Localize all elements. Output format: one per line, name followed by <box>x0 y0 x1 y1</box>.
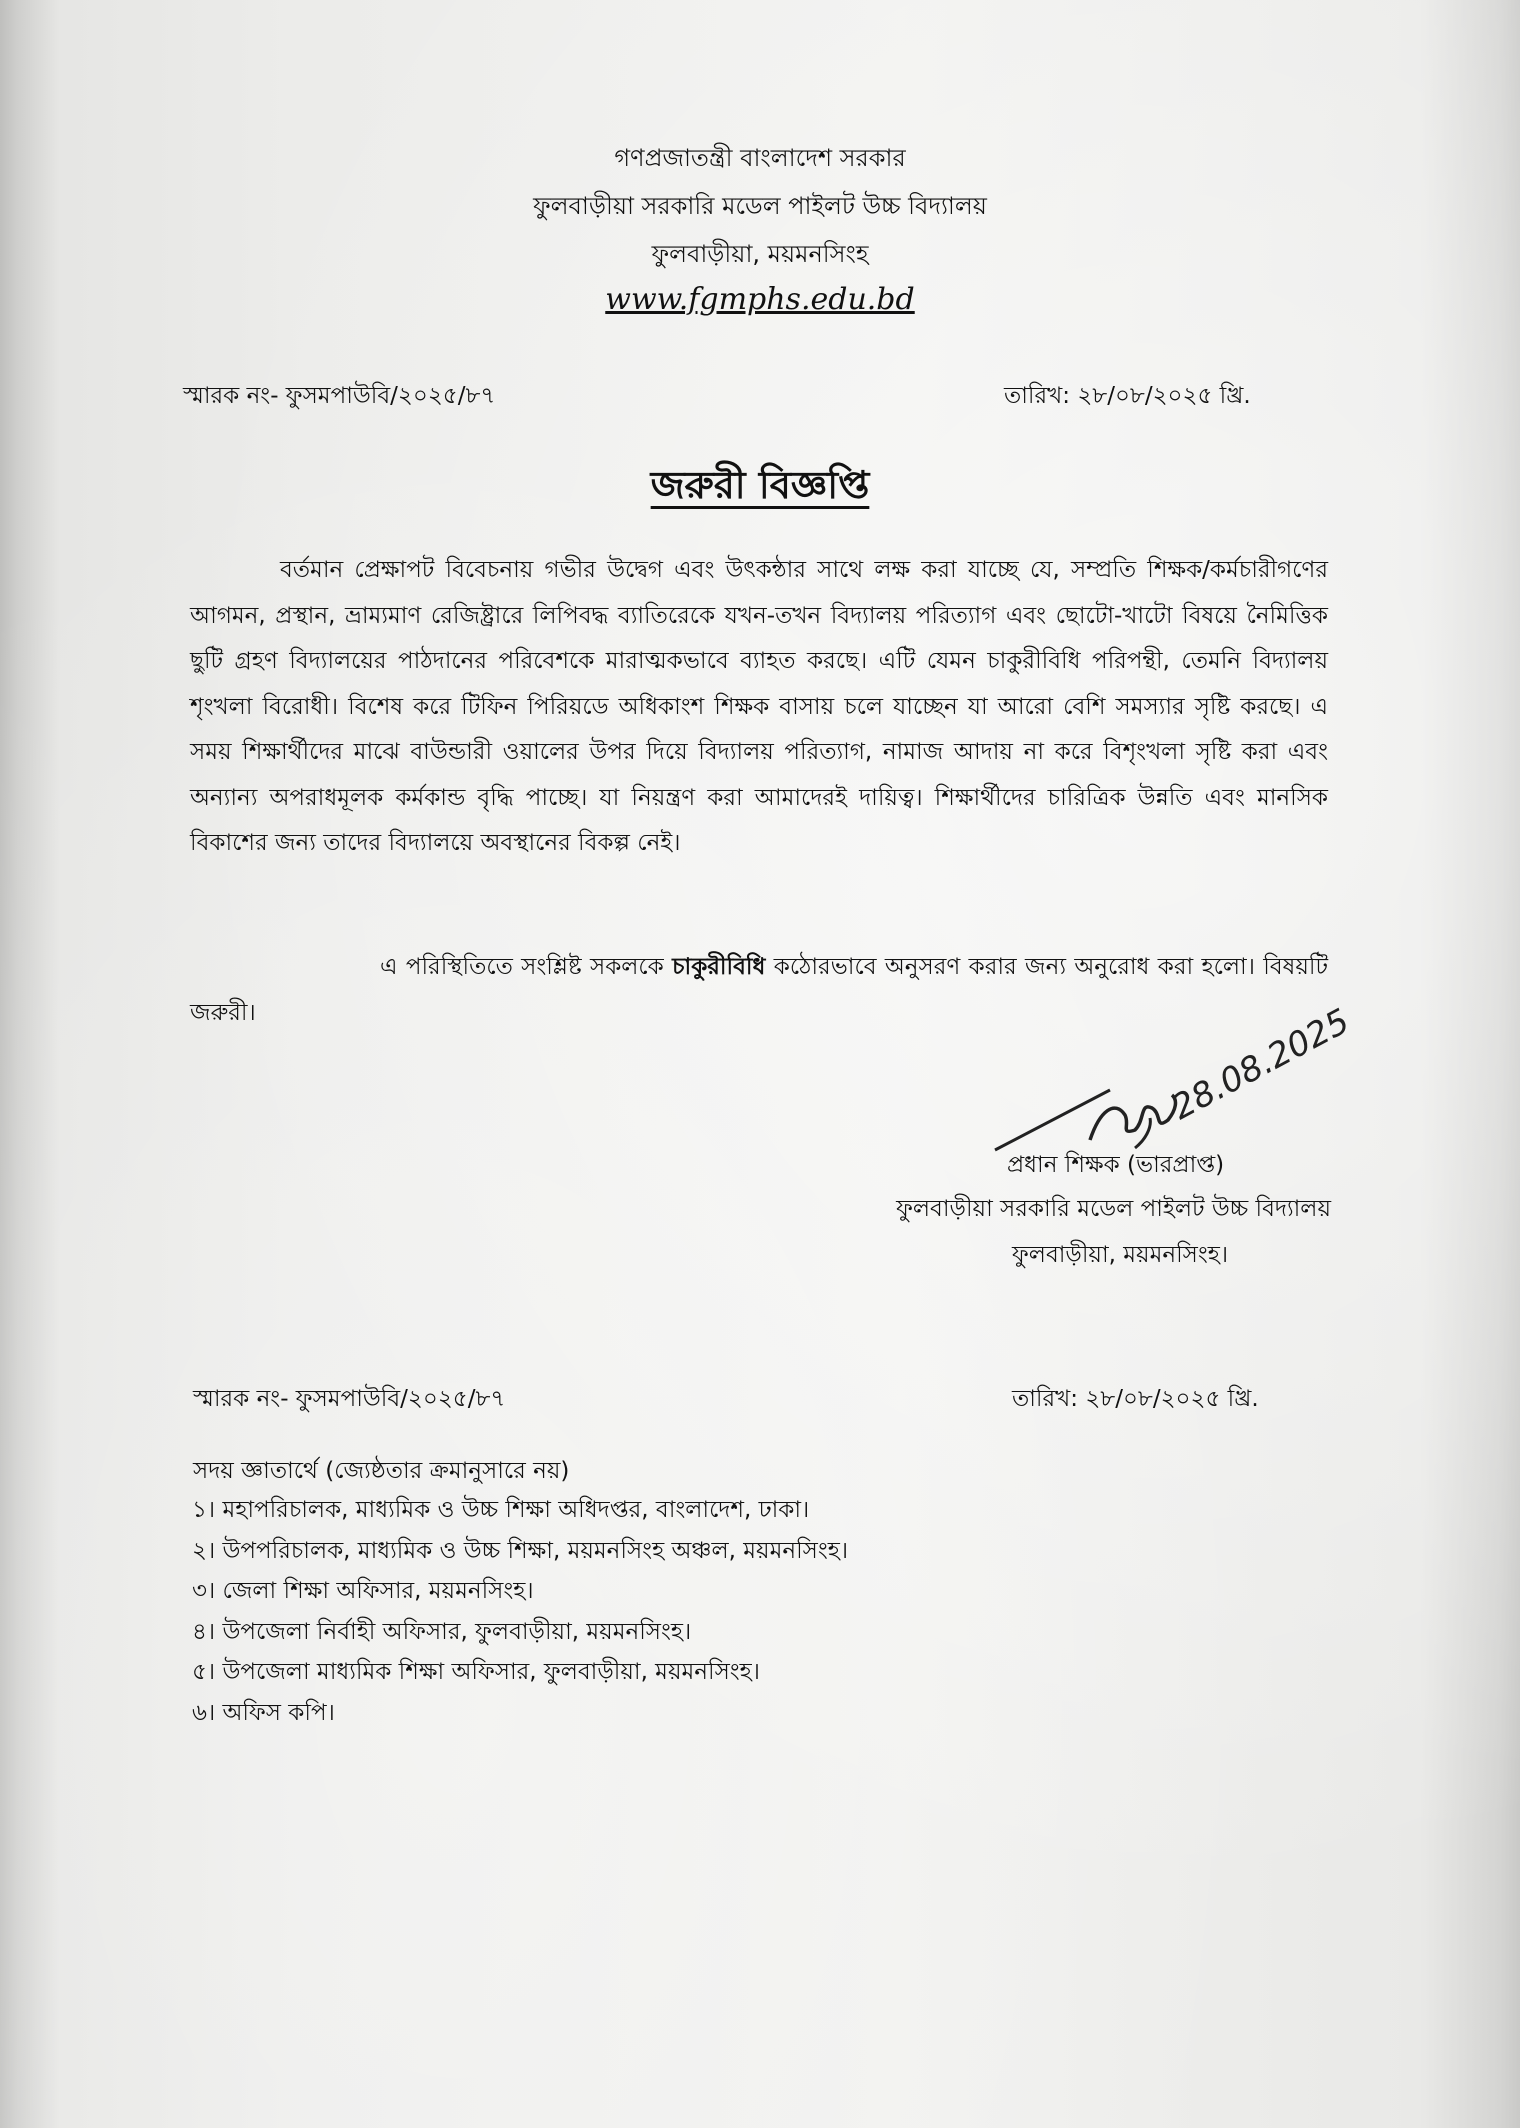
memo-date-copy: তারিখ: ২৮/০৮/২০২৫ খ্রি. <box>1012 1386 1259 1412</box>
header-school-name: ফুলবাড়ীয়া সরকারি মডেল পাইলট উচ্চ বিদ্যালয় <box>533 192 987 220</box>
signature-date: 28.08.2025 <box>1165 1001 1357 1128</box>
list-item: ৬। অফিস কপি। <box>192 1699 335 1726</box>
notice-title: জরুরী বিজ্ঞপ্তি <box>650 463 870 507</box>
list-item: ১। মহাপরিচালক, মাধ্যমিক ও উচ্চ শিক্ষা অধিদপ্তর, বাংলাদেশ, ঢাকা। <box>192 1497 810 1523</box>
distribution-heading: সদয় জ্ঞাতার্থে (জ্যেষ্ঠতার ক্রমানুসারে নয়) <box>193 1458 570 1484</box>
memo-date: তারিখ: ২৮/০৮/২০২৫ খ্রি. <box>1004 383 1251 409</box>
header-government: গণপ্রজাতন্ত্রী বাংলাদেশ সরকার <box>614 144 906 172</box>
header-website-link[interactable]: www.fgmphs.edu.bd <box>605 282 915 317</box>
signatory-school: ফুলবাড়ীয়া সরকারি মডেল পাইলট উচ্চ বিদ্যালয় <box>896 1196 1331 1222</box>
body-paragraph-1 <box>190 548 1328 867</box>
signatory-designation: প্রধান শিক্ষক (ভারপ্রাপ্ত) <box>1007 1152 1225 1178</box>
paragraph-2-text-end: কঠোরভাবে অনুসরণ করার জন্য অনুরোধ করা হলো। বিষয়টি জরুরী। <box>190 954 1328 1026</box>
list-item: ৩। জেলা শিক্ষা অফিসার, ময়মনসিংহ। <box>192 1578 534 1604</box>
signatory-location: ফুলবাড়ীয়া, ময়মনসিংহ। <box>1012 1242 1229 1268</box>
list-item: ৫। উপজেলা মাধ্যমিক শিক্ষা অফিসার, ফুলবাড়ীয়া, ময়মনসিংহ। <box>192 1659 760 1685</box>
list-item: ৪। উপজেলা নির্বাহী অফিসার, ফুলবাড়ীয়া, ময়মনসিংহ। <box>192 1618 692 1645</box>
paragraph-2-bold-term: চাকুরীবিধি <box>672 954 766 980</box>
paragraph-2-text-start: এ পরিস্থিতিতে সংশ্লিষ্ট সকলকে <box>380 954 673 980</box>
distribution-list <box>192 1490 848 1733</box>
memo-number-copy: স্মারক নং- ফুসমপাউবি/২০২৫/৮৭ <box>193 1386 506 1412</box>
paragraph-1-text: বর্তমান প্রেক্ষাপট বিবেচনায় গভীর উদ্বেগ এবং উৎকন্ঠার সাথে লক্ষ করা যাচ্ছে যে, সম্প্রতি শিক্ষক/কর্মচারীগণের আগমন, প্রস্থান, ভ্রাম্যমাণ রেজিষ্ট্রারে লিপিবদ্ধ ব্যাতিরেকে যখন-তখন বিদ্যালয় পরিত্যাগ এবং ছোটো-খাটো বিষয়ে নৈমিত্তিক ছুটি গ্রহণ বিদ্যালয়ের পাঠদানের পরিবেশকে মারাত্মকভাবে ব্যাহত করছে। এটি যেমন চাকুরীবিধি পরিপন্থী, তেমনি বিদ্যালয় শৃংখলা বিরোধী। বিশেষ করে টিফিন পিরিয়ডে অধিকাংশ শিক্ষক বাসায় চলে যাচ্ছেন যা আরো বেশি সমস্যার সৃষ্টি করছে। এ সময় শিক্ষার্থীদের মাঝে বাউন্ডারী ওয়ালের উপর দিয়ে বিদ্যালয় পরিত্যাগ, নামাজ আদায় না করে বিশৃংখলা সৃষ্টি করা এবং অন্যান্য অপরাধমূলক কর্মকান্ড বৃদ্ধি পাচ্ছে। যা নিয়ন্ত্রণ করা আমাদেরই দায়িত্ব। শিক্ষার্থীদের চারিত্রিক উন্নতি এবং মানসিক বিকাশের জন্য তাদের বিদ্যালয়ে অবস্থানের বিকল্প নেই। <box>190 557 1328 856</box>
header-location: ফুলবাড়ীয়া, ময়মনসিংহ <box>651 240 869 268</box>
list-item: ২। উপপরিচালক, মাধ্যমিক ও উচ্চ শিক্ষা, ময়মনসিংহ অঞ্চল, ময়মনসিংহ। <box>192 1537 849 1564</box>
memo-number: স্মারক নং- ফুসমপাউবি/২০২৫/৮৭ <box>183 383 496 409</box>
